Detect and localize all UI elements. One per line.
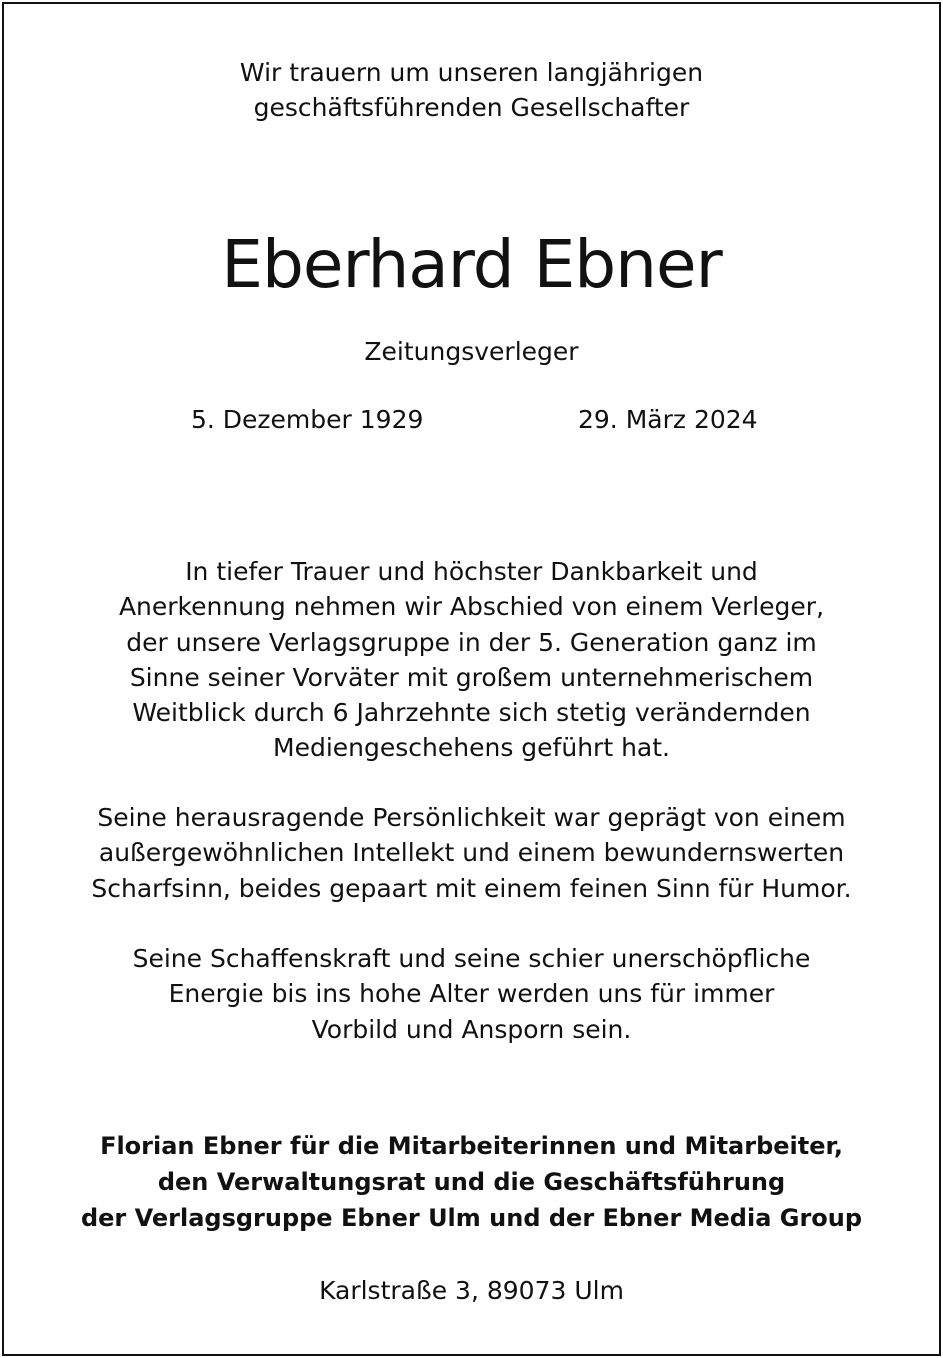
paragraph-personality: Seine herausragende Persönlichkeit war geprägt von einem außergewöhnlichen Intellekt und einem bewundernswerten Scharfsinn, beides gepaart mit einem feinen Sinn für Humor. [91,803,852,903]
birth-date: 5. Dezember 1929 [191,405,424,434]
deceased-name: Eberhard Ebner [221,226,722,303]
death-date: 29. März 2024 [578,405,758,434]
signatories: Florian Ebner für die Mitarbeiterinnen und Mitarbeiter, den Verwaltungsrat und die Geschäftsführung der Verlagsgruppe Ebner Ulm und der Ebner Media Group [80,1132,863,1232]
address: Karlstraße 3, 89073 Ulm [319,1276,624,1305]
paragraph-legacy: Seine Schaffenskraft und seine schier unerschöpfliche Energie bis ins hohe Alter werden uns für immer Vorbild und Ansporn sein. [132,944,811,1044]
profession: Zeitungsverleger [364,337,579,366]
paragraph-tribute: In tiefer Trauer und höchster Dankbarkeit und Anerkennung nehmen wir Abschied von einem Verleger, der unsere Verlagsgruppe in der 5. Generation ganz im Sinne seiner Vorväter mit großem unternehmerischem Weitblick durch 6 Jahrzehnte sich stetig verändernden Mediengeschehens geführt hat. [118,557,825,763]
intro-text: Wir trauern um unseren langjährigen geschäftsführenden Gesellschafter [239,58,704,122]
